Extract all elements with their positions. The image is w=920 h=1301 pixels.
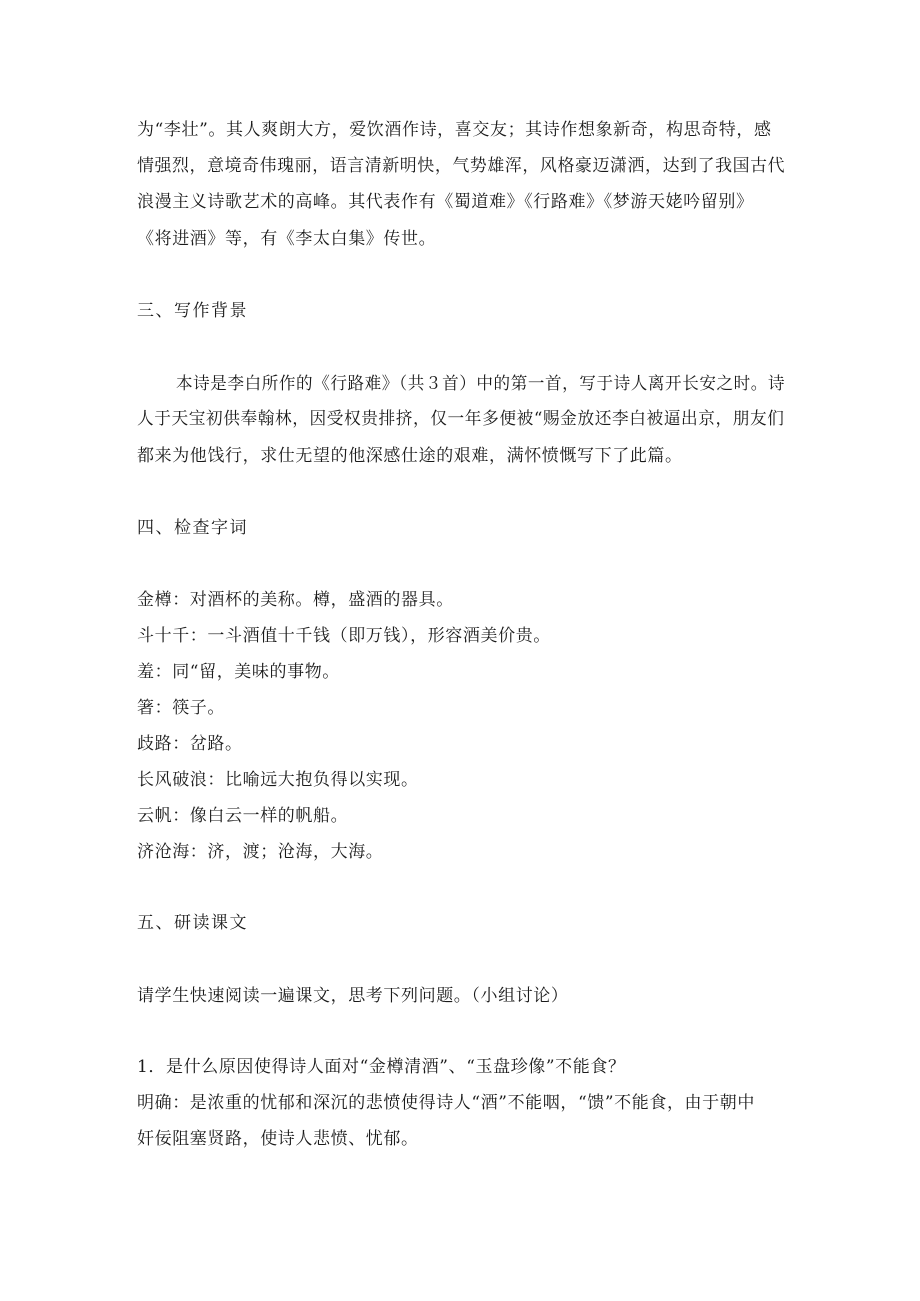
background-line-2: 人于天宝初供奉翰林，因受权贵排挤，仅一年多便被“赐金放还李白被逼出京，朋友们 — [137, 409, 785, 429]
section-heading-study: 五、研读课文 — [137, 913, 248, 933]
study-intro: 请学生快速阅读一遍课文，思考下列问题。（小组讨论） — [137, 986, 569, 1006]
bio-line-1: 为“李壮”。其人爽朗大方，爱饮酒作诗，喜交友；其诗作想象新奇，构思奇特，感 — [137, 120, 772, 140]
vocab-item-3: 羞：同“留，美味的事物。 — [137, 662, 340, 682]
vocab-item-8: 济沧海：济，渡；沧海，大海。 — [137, 842, 384, 862]
vocab-item-1: 金樽：对酒杯的美称。樽，盛酒的器具。 — [137, 590, 454, 610]
section-heading-vocabulary: 四、检查字词 — [137, 518, 248, 538]
bio-line-4: 《将进酒》等，有《李太白集》传世。 — [137, 229, 437, 249]
study-answer-line-2: 奸佞阻塞贤路，使诗人悲愤、忧郁。 — [137, 1129, 419, 1149]
section-heading-background: 三、写作背景 — [137, 301, 248, 321]
vocab-item-2: 斗十千：一斗酒值十千钱（即万钱），形容酒美价贵。 — [137, 626, 551, 646]
bio-line-2: 情强烈，意境奇伟瑰丽，语言清新明快，气势雄浑，风格豪迈潇洒，达到了我国古代 — [137, 156, 786, 176]
vocab-item-7: 云帆：像白云一样的帆船。 — [137, 806, 349, 826]
vocab-item-5: 歧路：岔路。 — [137, 734, 243, 754]
vocab-item-6: 长风破浪：比喻远大抱负得以实现。 — [137, 770, 419, 790]
background-line-1: 本诗是李白所作的《行路难》（共３首）中的第一首，写于诗人离开长安之时。诗 — [176, 374, 786, 394]
study-answer-line-1: 明确：是浓重的忧郁和深沉的悲愤使得诗人“酒”不能咽，“馈”不能食，由于朝中 — [137, 1093, 755, 1113]
study-question-1: 1．是什么原因使得诗人面对“金樽清酒”、“玉盘珍像”不能食？ — [137, 1057, 626, 1077]
background-line-3: 都来为他饯行，求仕无望的他深感仕途的艰难，满怀愤慨写下了此篇。 — [137, 446, 683, 466]
bio-line-3: 浪漫主义诗歌艺术的高峰。其代表作有《蜀道难》《行路难》《梦游天姥吟留别》 — [137, 192, 754, 212]
vocab-item-4: 箸：筷子。 — [137, 698, 225, 718]
